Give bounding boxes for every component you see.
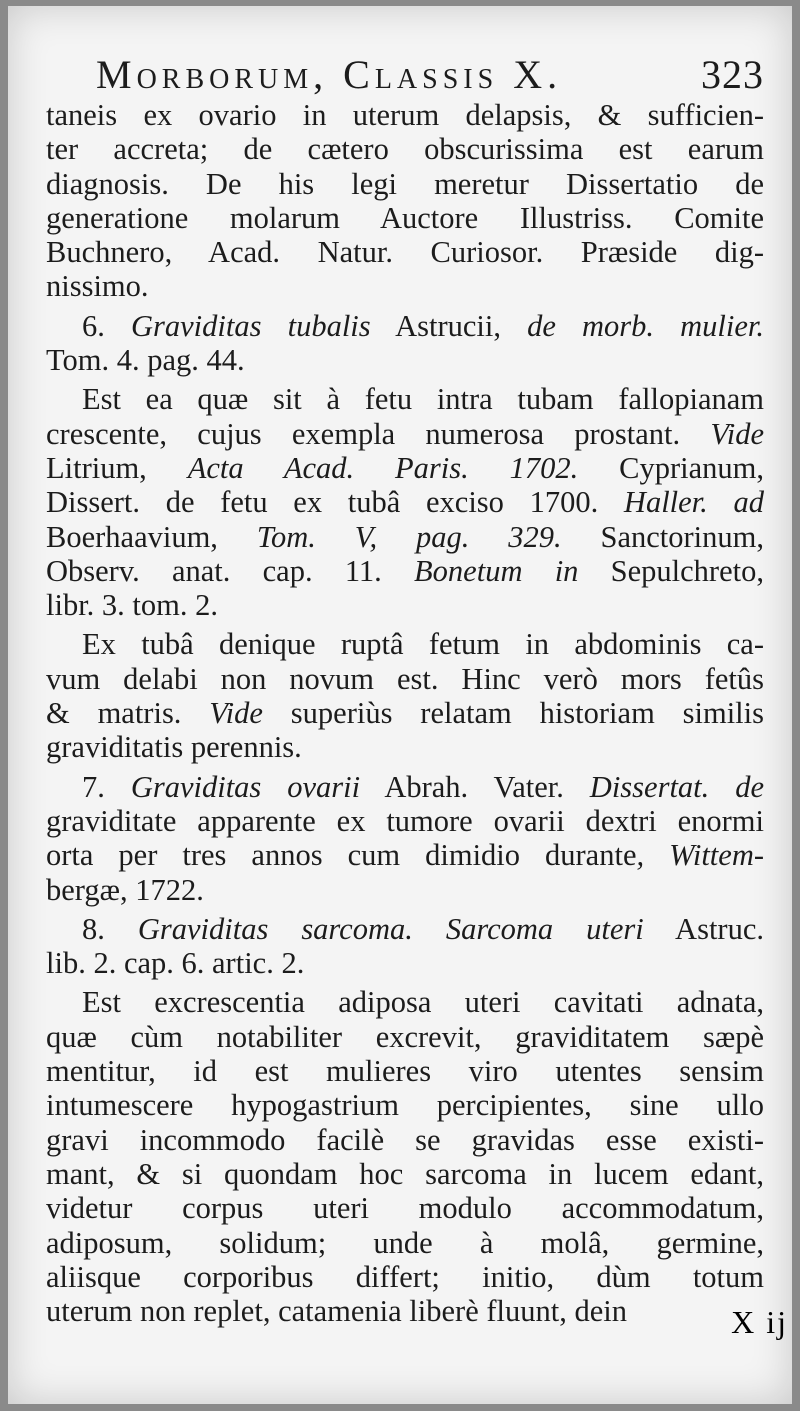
text-run: Cyprianum, <box>578 450 764 485</box>
book-page <box>8 6 792 1404</box>
text-run: Astrucii, <box>370 308 528 343</box>
text-line <box>46 1123 764 1157</box>
text-run: Boerhaavium, <box>46 519 257 554</box>
text-run: Tom. 4. pag. 44. <box>46 343 245 378</box>
page-content <box>46 52 764 1328</box>
text-run: Observ. anat. cap. 11. <box>46 553 382 588</box>
text-run: Buchnero, Acad. Natur. Curiosor. Præside dig- <box>46 235 764 270</box>
paragraph-p7 <box>46 985 764 1328</box>
text-line <box>46 946 764 980</box>
text-line <box>46 912 764 946</box>
text-run: quæ cùm notabiliter excrevit, graviditatem sæpè <box>46 1019 764 1054</box>
text-line <box>46 382 764 416</box>
text-line <box>46 1088 764 1122</box>
paragraph-p4 <box>46 627 764 764</box>
text-run: intumescere hypogastrium percipientes, sine ullo <box>46 1088 764 1123</box>
italic-text: , Wittem- <box>636 838 765 873</box>
italic-text: Sarcoma uteri <box>445 911 644 946</box>
text-run: Litrium, <box>46 450 188 485</box>
paragraph-p5 <box>46 770 764 907</box>
text-line <box>46 451 764 485</box>
italic-text: Tom. V, pag. 329. <box>256 519 562 554</box>
text-line <box>46 985 764 1019</box>
text-run <box>413 912 446 946</box>
page-number: 323 <box>701 52 764 97</box>
text-run: Sanctorinum, <box>561 519 765 554</box>
text-line <box>46 132 764 166</box>
text-line <box>46 804 764 838</box>
text-run: Astruc. <box>643 911 764 946</box>
text-line <box>46 201 764 235</box>
italic-text: Dissertat. de <box>589 769 764 804</box>
text-line <box>46 838 764 872</box>
italic-text: Graviditas tubalis <box>131 308 371 343</box>
text-run: orta per tres annos cum dimidio durante <box>46 838 637 873</box>
italic-text: Bonetum in <box>381 553 611 588</box>
text-line <box>46 269 764 303</box>
text-run: aliisque corporibus differt; initio, dùm totum <box>46 1259 764 1294</box>
text-run: superiùs relatam historiam similis <box>262 696 764 731</box>
text-line <box>46 730 764 764</box>
text-run: diagnosis. De his legi meretur Dissertatio de <box>46 166 764 201</box>
text-line <box>46 873 764 907</box>
paragraph-p3 <box>46 382 764 622</box>
text-line <box>46 770 764 804</box>
text-run: generatione molarum Auctore Illustriss. Comite <box>46 200 764 235</box>
text-run: taneis ex ovario in uterum delapsis, & sufficien- <box>46 98 764 132</box>
text-line <box>46 485 764 519</box>
text-run: 8. <box>82 911 138 946</box>
text-line <box>46 1054 764 1088</box>
text-run: Est ea quæ sit à fetu intra tubam fallopianam <box>82 382 764 417</box>
italic-text: Graviditas sarcoma. <box>137 911 413 946</box>
text-run: 7. <box>82 769 131 804</box>
text-line <box>46 588 764 622</box>
text-run: vum delabi non novum est. Hinc verò mors fetûs <box>46 661 764 696</box>
text-line <box>46 309 764 343</box>
text-line <box>46 627 764 661</box>
text-run: libr. 3. tom. 2. <box>46 588 218 623</box>
text-run: 6. <box>82 308 131 343</box>
text-line <box>46 1191 764 1225</box>
body-text <box>46 98 764 1328</box>
italic-text: Acta Acad. Paris. 1702. <box>187 450 579 485</box>
text-line <box>46 98 764 132</box>
text-run: ter accreta; de cætero obscurissima est earum <box>46 132 764 167</box>
text-line <box>46 520 764 554</box>
italic-text: Vide <box>209 696 263 731</box>
text-run: Sepulchreto, <box>610 553 764 588</box>
text-run: Dissert. de fetu ex tubâ exciso 1700. <box>46 485 599 520</box>
text-run: crescente, cujus exempla numerosa prostant. <box>46 416 711 451</box>
text-line <box>46 1260 764 1294</box>
text-line <box>46 696 764 730</box>
text-line <box>46 1226 764 1260</box>
paragraph-p2 <box>46 309 764 378</box>
text-line <box>46 343 764 377</box>
text-line <box>46 417 764 451</box>
catchword-signature: X ij <box>731 1304 788 1340</box>
text-run: bergæ, 1722. <box>46 872 204 907</box>
text-run: Ex tubâ denique ruptâ fetum in abdominis ca- <box>82 627 764 662</box>
text-line <box>46 662 764 696</box>
text-line <box>46 1294 764 1328</box>
text-run: Abrah. Vater. <box>360 769 590 804</box>
italic-text: de morb. mulier. <box>527 308 765 343</box>
text-line <box>46 1157 764 1191</box>
text-run: adiposum, solidum; unde à molâ, germine, <box>46 1225 764 1260</box>
text-run: lib. 2. cap. 6. artic. 2. <box>46 946 305 981</box>
text-line <box>46 167 764 201</box>
text-run: uterum non replet, catamenia liberè fluunt, dein <box>46 1294 627 1329</box>
italic-text: Graviditas ovarii <box>130 769 361 804</box>
text-run: & matris. <box>46 696 210 731</box>
italic-text: Haller. ad <box>598 485 764 520</box>
text-run: mentitur, id est mulieres viro utentes sensim <box>46 1054 764 1089</box>
paragraph-p6 <box>46 912 764 981</box>
text-run: videtur corpus uteri modulo accommodatum, <box>46 1191 764 1226</box>
text-run: graviditate apparente ex tumore ovarii dextri enormi <box>46 803 764 838</box>
text-run: mant, & si quondam hoc sarcoma in lucem edant, <box>46 1156 764 1191</box>
text-line <box>46 235 764 269</box>
text-run: Est excrescentia adiposa uteri cavitati adnata, <box>82 985 764 1020</box>
running-title: Morborum, Classis X. <box>96 52 563 97</box>
italic-text: Vide <box>710 416 764 451</box>
running-head <box>46 52 764 98</box>
text-run: nissimo. <box>46 269 149 304</box>
paragraph-p1 <box>46 98 764 304</box>
text-run: gravi incommodo facilè se gravidas esse existi- <box>46 1122 764 1157</box>
text-line <box>46 554 764 588</box>
text-line <box>46 1020 764 1054</box>
text-run: graviditatis perennis. <box>46 730 302 765</box>
